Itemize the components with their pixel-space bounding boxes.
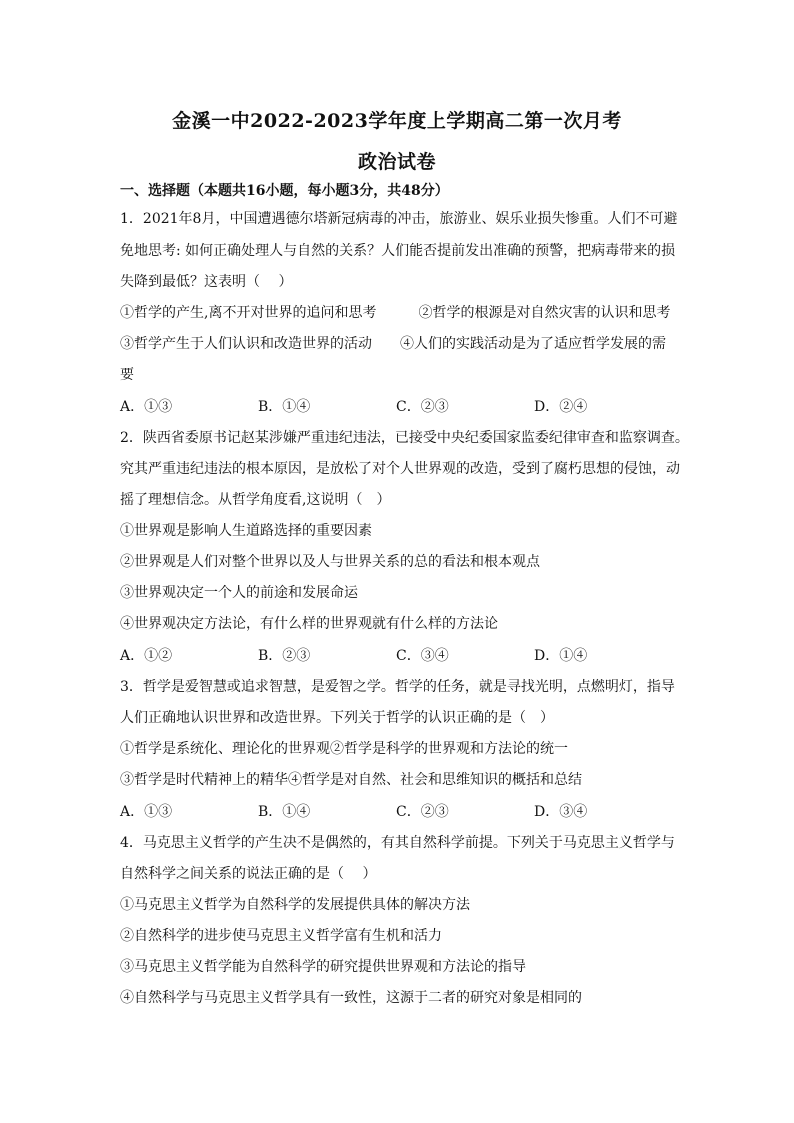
q4-stem-line-1: 4．马克思主义哲学的产生决不是偶然的，有其自然科学前提。下列关于马克思主义哲学与 — [120, 835, 675, 851]
q3-option-b[interactable]: B．①④ — [258, 804, 311, 820]
exam-subtitle: 政治试卷 — [357, 151, 436, 173]
q4-statement-2: ②自然科学的进步使马克思主义哲学富有生机和活力 — [120, 928, 442, 944]
q2-stem-line-1: 2．陕西省委原书记赵某涉嫌严重违纪违法，已接受中央纪委国家监委纪律审查和监察调查。 — [120, 430, 689, 446]
q1-option-d[interactable]: D．②④ — [534, 399, 588, 415]
q4-stem-line-2: 自然科学之间关系的说法正确的是（ ） — [120, 866, 377, 882]
q4-statement-4: ④自然科学与马克思主义哲学具有一致性，这源于二者的研究对象是相同的 — [120, 990, 582, 1006]
q3-statement-1: ①哲学是系统化、理论化的世界观②哲学是科学的世界观和方法论的统一 — [120, 741, 568, 757]
q1-option-c[interactable]: C．②③ — [396, 399, 449, 415]
q4-statement-1: ①马克思主义哲学为自然科学的发展提供具体的解决方法 — [120, 897, 470, 913]
q1-option-a[interactable]: A．①③ — [120, 399, 173, 415]
q2-option-b[interactable]: B．②③ — [258, 648, 311, 664]
q2-statement-1: ①世界观是影响人生道路选择的重要因素 — [120, 523, 372, 539]
q2-stem-line-3: 摇了理想信念。从哲学角度看,这说明（ ） — [120, 492, 391, 508]
q2-option-c[interactable]: C．③④ — [396, 648, 449, 664]
q2-option-d[interactable]: D．①④ — [534, 648, 588, 664]
q2-stem-line-2: 究其严重违纪违法的根本原因，是放松了对个人世界观的改造，受到了腐朽思想的侵蚀，动 — [120, 461, 680, 477]
q3-option-a[interactable]: A．①③ — [120, 804, 173, 820]
q3-statement-2: ③哲学是时代精神上的精华④哲学是对自然、社会和思维知识的概括和总结 — [120, 772, 582, 788]
section-heading: 一、选择题（本题共16小题，每小题3分，共48分） — [120, 183, 449, 199]
q2-option-a[interactable]: A．①② — [120, 648, 173, 664]
q3-option-c[interactable]: C．②③ — [396, 804, 449, 820]
q3-option-d[interactable]: D．③④ — [534, 804, 588, 820]
exam-title: 金溪一中2022-2023学年度上学期高二第一次月考 — [172, 110, 622, 132]
q1-option-b[interactable]: B．①④ — [258, 399, 311, 415]
q3-stem-line-2: 人们正确地认识世界和改造世界。下列关于哲学的认识正确的是（ ） — [120, 710, 554, 726]
q3-stem-line-1: 3．哲学是爱智慧或追求智慧，是爱智之学。哲学的任务，就是寻找光明，点燃明灯，指导 — [120, 679, 675, 695]
q4-statement-3: ③马克思主义哲学能为自然科学的研究提供世界观和方法论的指导 — [120, 959, 526, 975]
q1-statement-2: ③哲学产生于人们认识和改造世界的活动 ④人们的实践活动是为了适应哲学发展的需 — [120, 336, 666, 352]
q2-statement-3: ③世界观决定一个人的前途和发展命运 — [120, 585, 358, 601]
q2-statement-4: ④世界观决定方法论，有什么样的世界观就有什么样的方法论 — [120, 616, 498, 632]
q1-statement-1: ①哲学的产生,离不开对世界的追问和思考 ②哲学的根源是对自然灾害的认识和思考 — [120, 305, 671, 321]
q1-statement-3: 要 — [120, 367, 134, 383]
q2-statement-2: ②世界观是人们对整个世界以及人与世界关系的总的看法和根本观点 — [120, 554, 540, 570]
q1-stem-line-2: 免地思考: 如何正确处理人与自然的关系？人们能否提前发出准确的预警，把病毒带来的损 — [120, 243, 676, 259]
q1-stem-line-3: 失降到最低？这表明（ ） — [120, 274, 293, 290]
q1-stem-line-1: 1．2021年8月，中国遭遇德尔塔新冠病毒的冲击，旅游业、娱乐业损失惨重。人们不可避 — [120, 211, 678, 227]
